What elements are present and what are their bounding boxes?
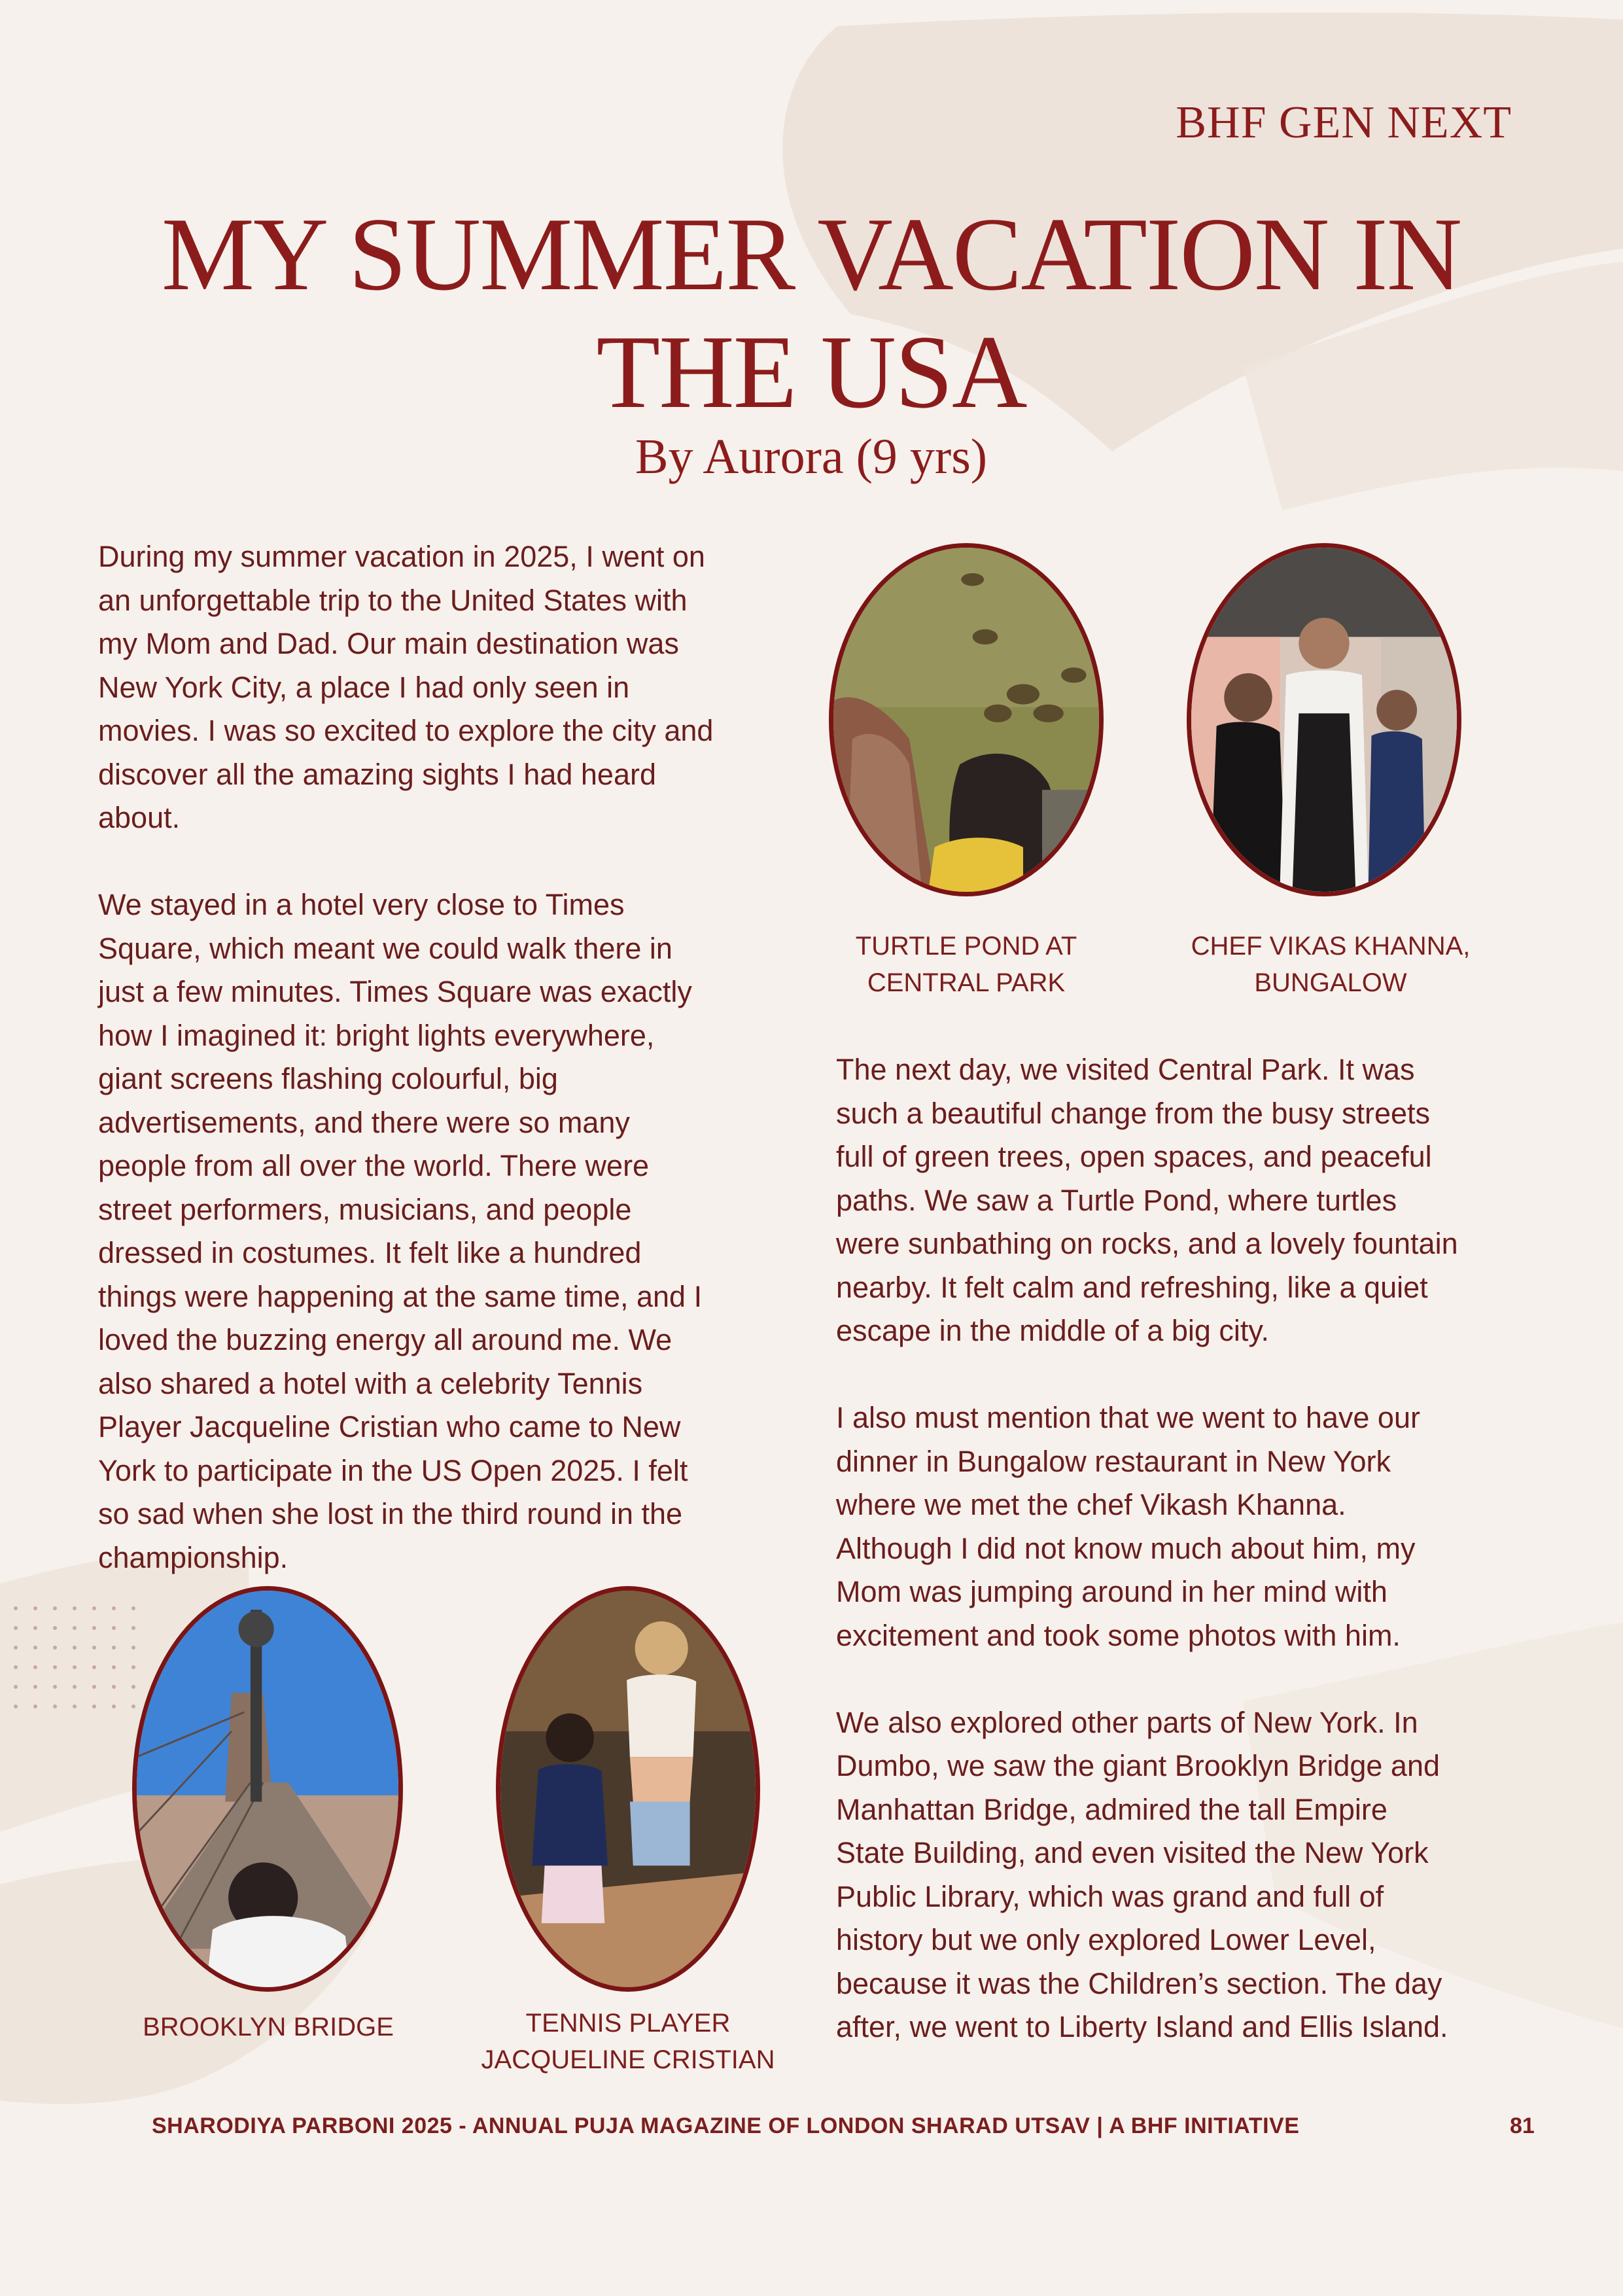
chef-image: [1191, 548, 1457, 892]
brooklyn-bridge-photo: [132, 1586, 403, 1992]
paragraph-central-park: The next day, we visited Central Park. It was such a beautiful change from the busy streets full of green trees, open spaces, and peaceful paths. We saw a Turtle Pond, where turtles were sunbathing on rocks, and a lovely fountain nearby. It felt calm and refreshing, like a quiet escape in the middle of a big city.: [836, 1053, 1458, 1347]
paragraph-times-square: We stayed in a hotel very close to Times Square, which meant we could walk there in just a few minutes. Times Square was exactly how I imagined it: bright lights everywhere, giant screens flashing colourful, big advertisements, and there were so many people from all over the world. There were street performers, musicians, and people dressed in costumes. It felt like a hundred things were happening at the same time, and I loved the buzzing energy all around me. We also shared a hotel with a celebrity Tennis Player Jacqueline Cristian who came to New York to participate in the US Open 2025. I felt so sad when she lost in the third round in the championship.: [98, 888, 703, 1574]
section-label: BHF GEN NEXT: [1176, 97, 1512, 148]
turtle-pond-image: [833, 548, 1099, 892]
turtle-pond-caption: TURTLE POND AT CENTRAL PARK: [855, 932, 1077, 997]
chef-photo: [1187, 543, 1461, 896]
brooklyn-bridge-caption: BROOKLYN BRIDGE: [143, 2013, 394, 2041]
article-right-column: [836, 1048, 1536, 2049]
decorative-dot-grid: [12, 1604, 143, 1716]
turtle-pond-photo: [829, 543, 1104, 896]
author-byline: By Aurora (9 yrs): [635, 429, 988, 484]
page-number: 81: [1510, 2113, 1535, 2138]
tennis-player-image: [500, 1591, 756, 1987]
article-left-column: [98, 535, 785, 1580]
paragraph-bungalow: I also must mention that we went to have our dinner in Bungalow restaurant in New York where we met the chef Vikash Khanna. Although I did not know much about him, my Mom was jumping around in her mind with excitement and took some photos with him.: [836, 1401, 1420, 1652]
chef-caption: CHEF VIKAS KHANNA, BUNGALOW: [1191, 932, 1471, 997]
title-line-2: THE USA: [596, 313, 1026, 430]
title-line-1: MY SUMMER VACATION IN: [161, 196, 1461, 312]
paragraph-intro: During my summer vacation in 2025, I went on an unforgettable trip to the United States with my Mom and Dad. Our main destination was New York City, a place I had only seen in movies. I was so excited to explore the city and discover all the amazing sights I had heard about.: [98, 540, 714, 834]
tennis-player-caption: TENNIS PLAYER JACQUELINE CRISTIAN: [481, 2009, 775, 2074]
paragraph-new-york-sights: We also explored other parts of New York. In Dumbo, we saw the giant Brooklyn Bridge and Manhattan Bridge, admired the tall Empire State Building, and even visited the New York Public Library, which was grand and full of history but we only explored Lower Level, because it was the Children’s section. The day after, we went to Liberty Island and Ellis Island.: [836, 1705, 1448, 2043]
brooklyn-bridge-image: [137, 1591, 398, 1987]
article-title: [157, 195, 1465, 431]
magazine-footer: SHARODIYA PARBONI 2025 - ANNUAL PUJA MAGAZINE OF LONDON SHARAD UTSAV | A BHF INITIATIVE: [152, 2113, 1300, 2138]
tennis-player-photo: [496, 1586, 760, 1992]
